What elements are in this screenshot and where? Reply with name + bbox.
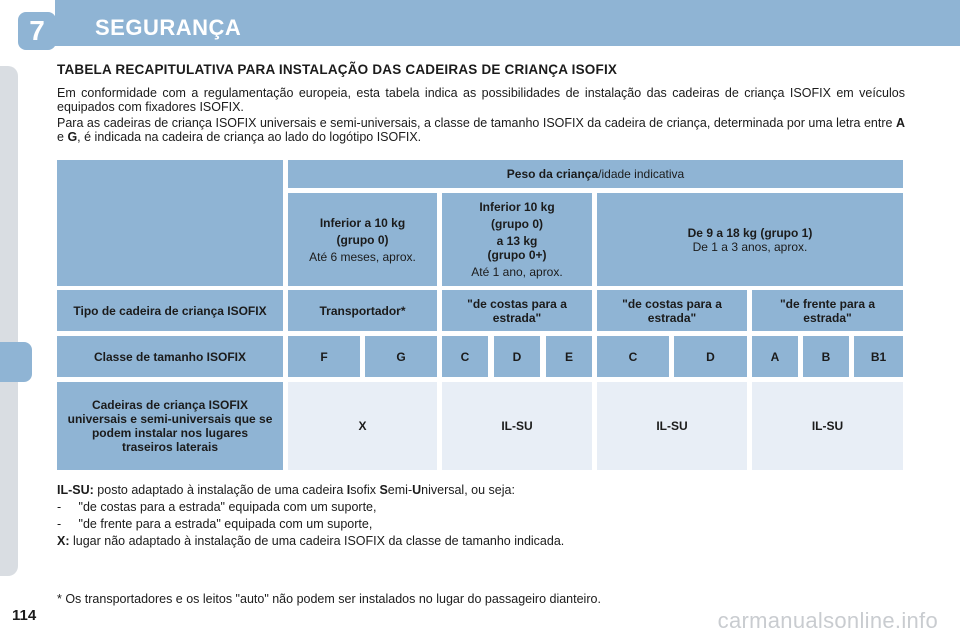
note-letter: S: [379, 483, 388, 497]
weight-header-bold: Peso da criança: [506, 167, 599, 181]
class-value: D: [706, 349, 715, 364]
group-line: (grupo 0): [336, 232, 389, 247]
intro-text-part: e: [57, 130, 68, 144]
type-row-label: [57, 290, 283, 331]
class-row-label: [57, 336, 283, 377]
weight-header-text: [507, 167, 684, 181]
chapter-title: SEGURANÇA: [95, 15, 242, 40]
group-sub: De 1 a 3 anos, aprox.: [692, 239, 808, 254]
class-value: C: [628, 349, 638, 364]
ilsu-key: IL-SU:: [57, 483, 94, 497]
seats-cell: [597, 382, 747, 470]
weight-header-rest: /idade indicativa: [598, 167, 685, 181]
note-text: emi-: [387, 483, 413, 497]
note-text: posto adaptado à instalação de uma cadeira: [93, 483, 347, 497]
note-text: sofix: [350, 483, 380, 497]
chapter-number: 7: [29, 15, 45, 46]
class-cell: [803, 336, 849, 377]
type-cell: [597, 290, 747, 331]
seats-cell: [442, 382, 592, 470]
note-letter: I: [346, 483, 351, 497]
class-cell: [288, 336, 360, 377]
class-cell: [752, 336, 798, 377]
chapter-number-badge: [18, 12, 56, 50]
table-corner-cell: [57, 160, 283, 286]
letter-g: G: [67, 130, 78, 144]
legend-notes: [57, 482, 917, 550]
seats-cell: [288, 382, 437, 470]
letter-a: A: [895, 116, 905, 130]
class-cell: [546, 336, 592, 377]
group-line: De 9 a 18 kg (grupo 1): [687, 225, 813, 240]
class-value: A: [770, 349, 780, 364]
seats-row-label-text: Cadeiras de criança ISOFIX universais e semi-universais que se podem instalar nos lugares traseiros laterais: [67, 398, 273, 454]
type-value: "de frente para a estrada": [779, 296, 876, 325]
note-letter: U: [412, 483, 422, 497]
seats-value: X: [358, 419, 367, 433]
group-line: (grupo 0): [491, 217, 543, 231]
class-row-label-text: Classe de tamanho ISOFIX: [93, 349, 247, 364]
class-value: D: [512, 349, 522, 364]
group-header-0: [288, 193, 437, 286]
intro-paragraph-2: [57, 116, 905, 144]
type-value: Transportador*: [319, 303, 406, 318]
intro-paragraph-1: Em conformidade com a regulamentação europeia, esta tabela indica as possibilidades de instalação das cadeiras de criança ISOFIX em veículos equipados com fixadores ISOFIX.: [57, 86, 905, 114]
group-sub: Até 1 ano, aprox.: [471, 265, 563, 279]
note-text: lugar não adaptado à instalação de uma cadeira ISOFIX da classe de tamanho indicada.: [69, 534, 565, 548]
class-cell: [597, 336, 669, 377]
type-value: "de costas para a estrada": [622, 296, 722, 325]
class-value: G: [396, 349, 406, 364]
class-cell: [494, 336, 540, 377]
x-key: X:: [57, 534, 70, 548]
page-number: 114: [12, 607, 37, 624]
note-text: niversal, ou seja:: [421, 483, 515, 497]
side-strip: [0, 66, 18, 576]
seats-value: IL-SU: [501, 419, 533, 433]
group-sub: Até 6 meses, aprox.: [309, 249, 416, 264]
group-header-2: [597, 193, 903, 286]
group-line: Inferior a 10 kg: [319, 215, 406, 230]
class-value: B: [821, 349, 831, 364]
class-value: C: [460, 349, 470, 364]
type-cell: [752, 290, 903, 331]
seats-row-label: [57, 382, 283, 470]
ilsu-note: [57, 482, 917, 499]
group-line: a 13 kg: [496, 234, 538, 248]
type-value: "de costas para a estrada": [467, 296, 567, 325]
class-value: E: [564, 349, 573, 364]
intro-text: [57, 86, 905, 146]
group-line: Inferior 10 kg: [479, 200, 555, 214]
intro-text-part: , é indicada na cadeira de criança ao lado do logótipo ISOFIX.: [77, 130, 422, 144]
footnote: * Os transportadores e os leitos "auto" não podem ser instalados no lugar do passageiro dianteiro.: [57, 592, 601, 606]
seats-value: IL-SU: [656, 419, 688, 433]
intro-text-part: Para as cadeiras de criança ISOFIX universais e semi-universais, a classe de tamanho ISOFIX da cadeira de criança, determinada por uma letra entre: [57, 116, 896, 130]
type-cell: [288, 290, 437, 331]
seats-value: IL-SU: [811, 419, 844, 433]
type-cell: [442, 290, 592, 331]
bullet-forward-facing: - "de frente para a estrada" equipada com um suporte,: [57, 517, 373, 531]
group-header-1: [442, 193, 592, 286]
type-row-label-text: Tipo de cadeira de criança ISOFIX: [73, 303, 267, 318]
x-note: [57, 533, 917, 550]
watermark: carmanualsonline.info: [717, 608, 938, 633]
class-cell: [674, 336, 747, 377]
class-cell: [365, 336, 437, 377]
bullet-rear-facing: - "de costas para a estrada" equipada com um suporte,: [57, 500, 377, 514]
chapter-side-tab: [0, 342, 32, 382]
seats-cell: [752, 382, 903, 470]
group-line: (grupo 0+): [487, 248, 547, 262]
section-title: TABELA RECAPITULATIVA PARA INSTALAÇÃO DAS CADEIRAS DE CRIANÇA ISOFIX: [57, 62, 618, 77]
class-value: F: [320, 349, 328, 364]
class-cell: [442, 336, 488, 377]
class-value: B1: [870, 349, 887, 364]
class-cell: [854, 336, 903, 377]
weight-header: [288, 160, 903, 188]
